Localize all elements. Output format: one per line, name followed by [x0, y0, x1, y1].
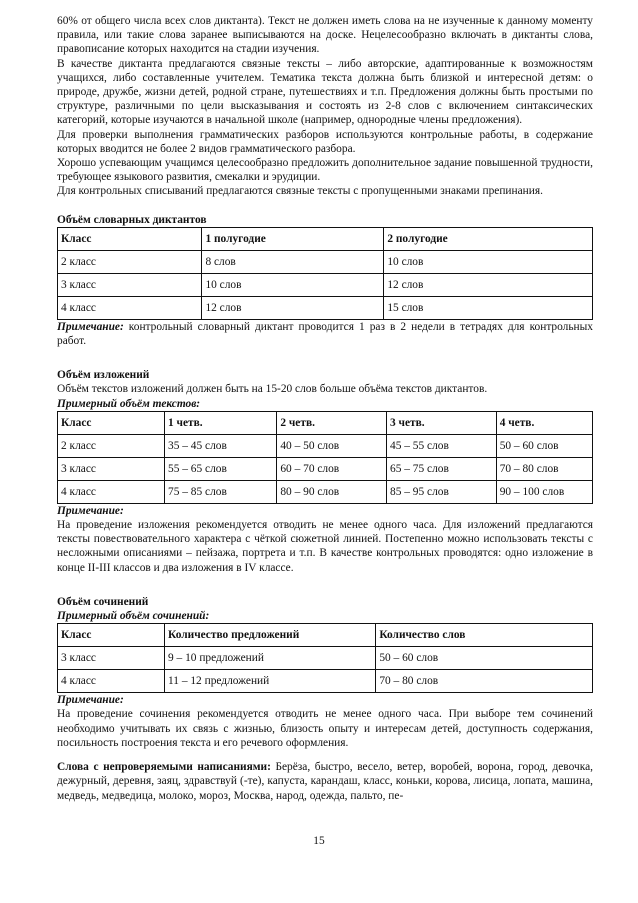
- vocab-heading: Объём словарных диктантов: [57, 213, 207, 226]
- table-cell: 80 – 90 слов: [277, 480, 387, 503]
- table-header-row: [58, 227, 593, 250]
- header-cell: Класс: [58, 411, 165, 434]
- header-cell: Количество слов: [376, 624, 593, 647]
- table-cell: 60 – 70 слов: [277, 457, 387, 480]
- table-cell: 12 слов: [384, 273, 593, 296]
- intro-paragraph-2: В качестве диктанта предлагаются связные тексты – либо авторские, адаптированные к возможностям учащихся, либо составленные учителем. Тематика текста должна быть близкой и интересной детям: о природе, дружбе, жизни детей, родной стране, путешествиях и т.п. Предложения должны быть простыми по структуре, различными по цели высказывания и состоять из 2-8 слов с включением синтаксических категорий, которые изучаются в начальной школе (например, однородные члены предложения).: [57, 57, 593, 127]
- table-row: [58, 670, 593, 693]
- intro-paragraph-5: Для контрольных списываний предлагаются связные тексты с пропущенными знаками препинания.: [57, 185, 543, 198]
- izl-heading: Объём изложений: [57, 369, 150, 382]
- header-cell: 2 полугодие: [384, 227, 593, 250]
- izl-table: [57, 411, 593, 504]
- header-cell: 4 четв.: [496, 411, 592, 434]
- table-cell: 3 класс: [58, 457, 165, 480]
- intro-paragraph-4: Хорошо успевающим учащимся целесообразно предложить дополнительное задание повышенной трудности, требующее языкового развития, смекалки и эрудиции.: [57, 157, 593, 184]
- table-header-row: [58, 624, 593, 647]
- intro-paragraph-1: 60% от общего числа всех слов диктанта). Текст не должен иметь слова на не изученные к данному моменту правила, или такие слова заранее выписываются на доске. Нецелесообразно включать в диктанты слова, правописание которых находится на стадии изучения.: [57, 15, 593, 56]
- table-row: [58, 296, 593, 319]
- table-cell: 50 – 60 слов: [496, 434, 592, 457]
- header-cell: 1 четв.: [165, 411, 277, 434]
- header-cell: 2 четв.: [277, 411, 387, 434]
- words-label: Слова с непроверяемыми написаниями:: [57, 761, 271, 774]
- izl-note-label: Примечание:: [57, 504, 124, 517]
- words-text: Берёза, быстро, весело, ветер, воробей, ворона, город, девочка, дежурный, деревня, заяц, здравствуй (-те), капуста, карандаш, класс, коньки, корова, лисица, лопата, машина, медведь, медведица, молоко, мороз, Москва, народ, одежда, пальто, пе-: [57, 761, 593, 802]
- soch-heading: Объём сочинений: [57, 595, 149, 608]
- table-row: [58, 457, 593, 480]
- table-cell: 10 слов: [202, 273, 384, 296]
- page-number: 15: [313, 835, 325, 847]
- table-cell: 2 класс: [58, 434, 165, 457]
- words-paragraph: [57, 760, 593, 803]
- soch-subheading: Примерный объём сочинений:: [57, 610, 210, 623]
- soch-note-text: На проведение сочинения рекомендуется отводить не менее одного часа. При выборе тем сочинений необходимо учитывать их связь с жизнью, близость опыту и интересам детей, доступность содержания, посильность построения текста и его речевого оформления.: [57, 708, 593, 749]
- table-cell: 70 – 80 слов: [496, 457, 592, 480]
- header-cell: Класс: [58, 624, 165, 647]
- table-cell: 90 – 100 слов: [496, 480, 592, 503]
- soch-table: [57, 623, 593, 693]
- table-cell: 40 – 50 слов: [277, 434, 387, 457]
- izl-note-text: На проведение изложения рекомендуется отводить не менее одного часа. Для изложений предлагаются тексты повествовательного характера с чёткой сюжетной линией. Постепенно можно использовать тексты с несложными описаниями – пейзажа, портрета и т.п. В качестве контрольных проводятся: одно изложение в конце II-III классов и два изложения в IV классе.: [57, 519, 593, 574]
- table-row: [58, 250, 593, 273]
- intro-paragraph-3: Для проверки выполнения грамматических разборов используются контрольные работы, в содержание которых вводится не более 2 видов грамматического разбора.: [57, 128, 593, 155]
- table-header-row: [58, 411, 593, 434]
- table-cell: 75 – 85 слов: [165, 480, 277, 503]
- table-cell: 9 – 10 предложений: [165, 647, 376, 670]
- table-cell: 65 – 75 слов: [387, 457, 497, 480]
- izl-text: Объём текстов изложений должен быть на 15-20 слов больше объёма текстов диктантов.: [57, 383, 488, 396]
- table-row: [58, 647, 593, 670]
- table-cell: 3 класс: [58, 647, 165, 670]
- table-cell: 35 – 45 слов: [165, 434, 277, 457]
- soch-note-label: Примечание:: [57, 694, 124, 707]
- vocab-note: [57, 320, 593, 348]
- table-cell: 45 – 55 слов: [387, 434, 497, 457]
- table-row: [58, 273, 593, 296]
- table-cell: 70 – 80 слов: [376, 670, 593, 693]
- table-row: [58, 434, 593, 457]
- table-cell: 2 класс: [58, 250, 202, 273]
- table-cell: 4 класс: [58, 670, 165, 693]
- table-cell: 15 слов: [384, 296, 593, 319]
- table-cell: 8 слов: [202, 250, 384, 273]
- note-text: контрольный словарный диктант проводится 1 раз в 2 недели в тетрадях для контрольных работ.: [57, 320, 593, 348]
- header-cell: Количество предложений: [165, 624, 376, 647]
- vocab-table: [57, 227, 593, 320]
- table-cell: 55 – 65 слов: [165, 457, 277, 480]
- page-content: [57, 14, 593, 803]
- table-cell: 12 слов: [202, 296, 384, 319]
- table-cell: 10 слов: [384, 250, 593, 273]
- header-cell: 3 четв.: [387, 411, 497, 434]
- header-cell: Класс: [58, 227, 202, 250]
- table-cell: 4 класс: [58, 480, 165, 503]
- note-label: Примечание:: [57, 320, 124, 333]
- header-cell: 1 полугодие: [202, 227, 384, 250]
- table-cell: 85 – 95 слов: [387, 480, 497, 503]
- table-row: [58, 480, 593, 503]
- table-cell: 4 класс: [58, 296, 202, 319]
- table-cell: 3 класс: [58, 273, 202, 296]
- table-cell: 50 – 60 слов: [376, 647, 593, 670]
- table-cell: 11 – 12 предложений: [165, 670, 376, 693]
- izl-subheading: Примерный объём текстов:: [57, 397, 201, 410]
